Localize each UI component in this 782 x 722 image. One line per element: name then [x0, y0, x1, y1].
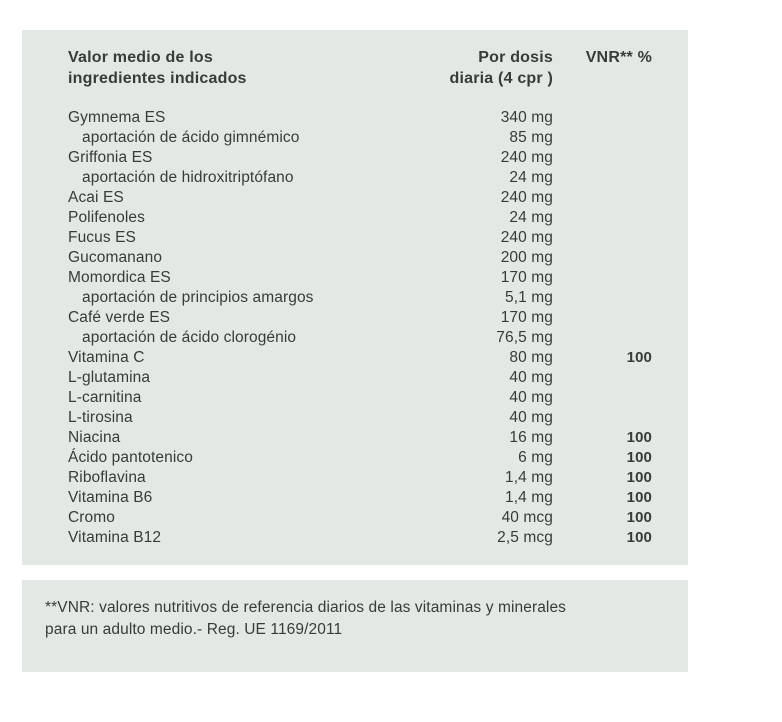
table-row	[22, 428, 652, 448]
ingredient-name: Vitamina B6	[68, 489, 153, 506]
amount-value: 5,1 mg	[505, 289, 553, 306]
nutrition-table-panel	[22, 30, 688, 565]
ingredient-name: Vitamina B12	[68, 529, 162, 546]
ingredient-name: Gucomanano	[68, 249, 163, 266]
amount-value: 76,5 mg	[496, 329, 553, 346]
amount-value: 1,4 mg	[505, 489, 553, 506]
header-dose-line2: diaria (4 cpr )	[449, 70, 553, 87]
table-row	[22, 288, 652, 308]
table-row	[22, 408, 652, 428]
amount-value: 24 mg	[509, 169, 553, 186]
vnr-value: 100	[626, 469, 652, 486]
amount-value: 85 mg	[509, 129, 553, 146]
ingredient-name: Niacina	[68, 429, 121, 446]
table-row	[22, 508, 652, 528]
table-row	[22, 328, 652, 348]
footnote-line2: para un adulto medio.- Reg. UE 1169/2011	[45, 621, 343, 638]
ingredient-name: aportación de hidroxitriptófano	[82, 169, 294, 186]
table-row	[22, 108, 652, 128]
ingredient-name: Polifenoles	[68, 209, 145, 226]
footnote-panel	[22, 580, 688, 672]
amount-value: 16 mg	[509, 429, 553, 446]
table-row	[22, 188, 652, 208]
ingredient-name: Cromo	[68, 509, 116, 526]
ingredient-name: Fucus ES	[68, 229, 136, 246]
ingredient-name: Café verde ES	[68, 309, 171, 326]
ingredient-name: Ácido pantotenico	[68, 449, 193, 466]
amount-value: 40 mg	[509, 389, 553, 406]
ingredient-name: aportación de ácido gimnémico	[82, 129, 300, 146]
amount-value: 1,4 mg	[505, 469, 553, 486]
vnr-value: 100	[626, 509, 652, 526]
table-row	[22, 448, 652, 468]
ingredient-name: Momordica ES	[68, 269, 171, 286]
amount-value: 240 mg	[500, 229, 553, 246]
table-row	[22, 368, 652, 388]
amount-value: 240 mg	[500, 189, 553, 206]
amount-value: 2,5 mcg	[497, 529, 553, 546]
amount-value: 6 mg	[518, 449, 553, 466]
vnr-value: 100	[626, 449, 652, 466]
table-row	[22, 468, 652, 488]
amount-value: 200 mg	[500, 249, 553, 266]
amount-value: 40 mcg	[501, 509, 553, 526]
amount-value: 80 mg	[509, 349, 553, 366]
ingredient-name: aportación de principios amargos	[82, 289, 314, 306]
ingredient-name: Gymnema ES	[68, 109, 166, 126]
header-dose	[403, 47, 553, 89]
table-row	[22, 268, 652, 288]
amount-value: 24 mg	[509, 209, 553, 226]
amount-value: 340 mg	[500, 109, 553, 126]
table-row	[22, 128, 652, 148]
table-header	[22, 47, 652, 89]
table-row	[22, 388, 652, 408]
ingredient-name: L-tirosina	[68, 409, 133, 426]
table-row	[22, 308, 652, 328]
table-row	[22, 208, 652, 228]
table-body	[22, 108, 652, 548]
vnr-value: 100	[626, 349, 652, 366]
header-ingredients-line2: ingredientes indicados	[68, 70, 247, 87]
table-row	[22, 168, 652, 188]
amount-value: 170 mg	[500, 309, 553, 326]
ingredient-name: L-glutamina	[68, 369, 151, 386]
table-row	[22, 248, 652, 268]
header-dose-line1: Por dosis	[478, 49, 553, 66]
ingredient-name: aportación de ácido clorogénio	[82, 329, 297, 346]
ingredient-name: Riboflavina	[68, 469, 146, 486]
table-row	[22, 228, 652, 248]
amount-value: 170 mg	[500, 269, 553, 286]
footnote-line1: **VNR: valores nutritivos de referencia diarios de las vitaminas y minerales	[45, 599, 567, 616]
vnr-value: 100	[626, 529, 652, 546]
header-ingredients	[22, 47, 403, 89]
amount-value: 40 mg	[509, 369, 553, 386]
vnr-value: 100	[626, 429, 652, 446]
table-row	[22, 148, 652, 168]
ingredient-name: Vitamina C	[68, 349, 145, 366]
header-ingredients-line1: Valor medio de los	[68, 49, 213, 66]
table-row	[22, 528, 652, 548]
amount-value: 240 mg	[500, 149, 553, 166]
ingredient-name: Acai ES	[68, 189, 124, 206]
header-vnr: VNR** %	[585, 49, 652, 66]
table-row	[22, 348, 652, 368]
amount-value: 40 mg	[509, 409, 553, 426]
table-row	[22, 488, 652, 508]
vnr-value: 100	[626, 489, 652, 506]
ingredient-name: Griffonia ES	[68, 149, 153, 166]
ingredient-name: L-carnitina	[68, 389, 142, 406]
